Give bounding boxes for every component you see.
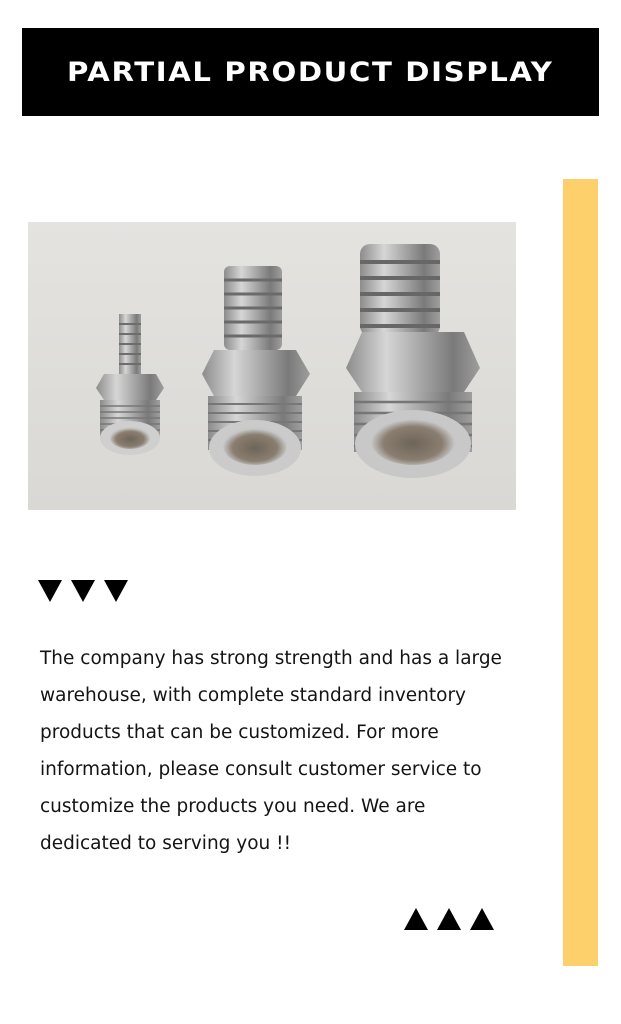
triangle-up-icon — [470, 908, 494, 930]
page-title: PARTIAL PRODUCT DISPLAY — [67, 56, 554, 88]
description-line: products that can be customized. For more — [40, 722, 439, 743]
description-line: The company has strong strength and has a large — [40, 648, 502, 669]
triangle-up-icon — [404, 908, 428, 930]
triangle-down-icon — [38, 580, 62, 602]
header-banner — [22, 28, 599, 116]
company-description — [40, 640, 540, 862]
description-line: dedicated to serving you !! — [40, 833, 291, 854]
description-line: information, please consult customer service to — [40, 759, 482, 780]
product-photo — [28, 222, 516, 510]
up-arrows-decoration — [404, 908, 494, 930]
accent-side-bar — [563, 179, 598, 966]
triangle-down-icon — [71, 580, 95, 602]
description-line: warehouse, with complete standard inventory — [40, 685, 467, 706]
triangle-down-icon — [104, 580, 128, 602]
down-arrows-decoration — [38, 580, 128, 602]
triangle-up-icon — [437, 908, 461, 930]
description-line: customize the products you need. We are — [40, 796, 426, 817]
